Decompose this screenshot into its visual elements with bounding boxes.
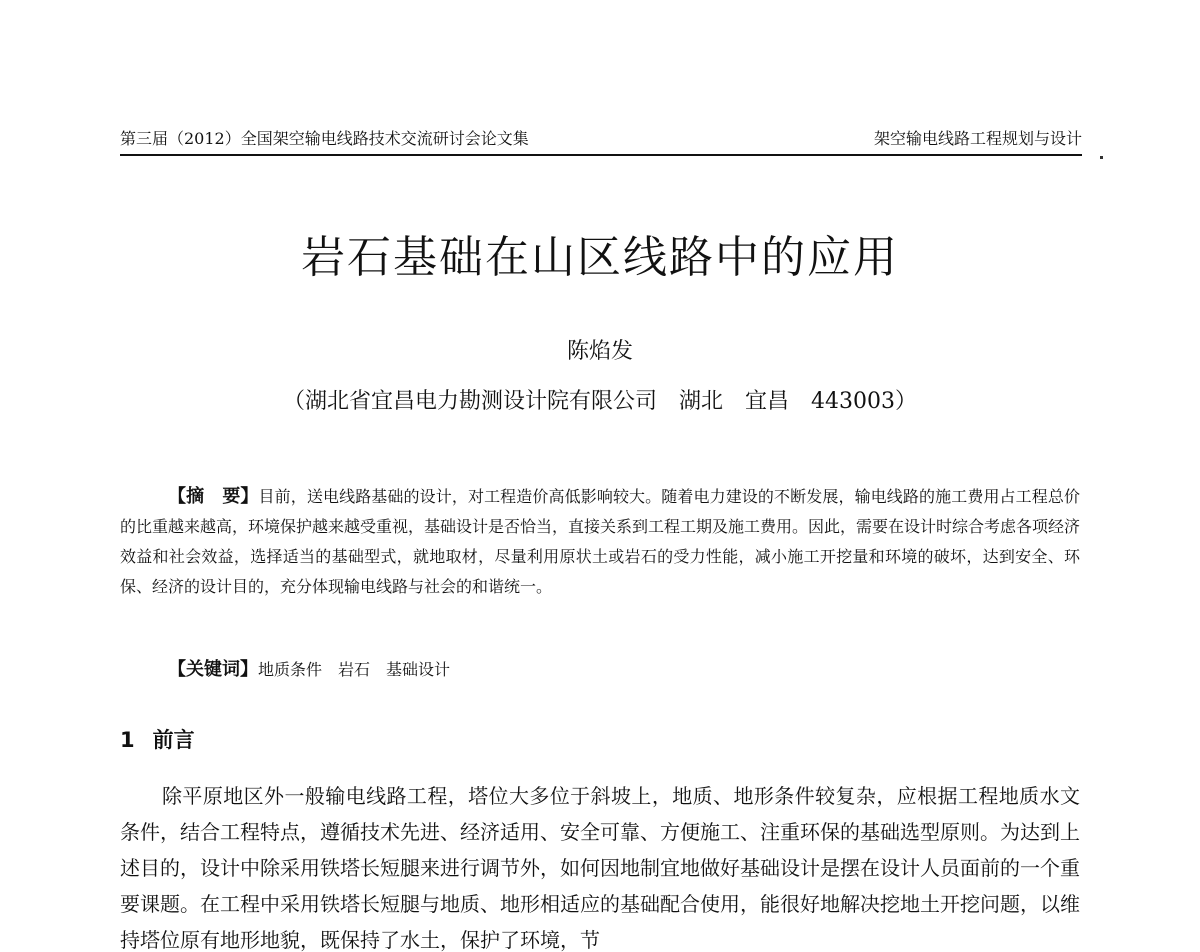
abstract-label: 【摘 要】 bbox=[168, 486, 259, 507]
running-header bbox=[120, 126, 1082, 156]
author-name: 陈焰发 bbox=[566, 339, 633, 364]
keywords-label: 【关键词】 bbox=[168, 659, 258, 680]
body-paragraph: 除平原地区外一般输电线路工程，塔位大多位于斜坡上，地质、地形条件较复杂，应根据工程地质水文条件，结合工程特点，遵循技术先进、经济适用、安全可靠、方便施工、注重环保的基础选型原则。为达到上述目的，设计中除采用铁塔长短腿来进行调节外，如何因地制宜地做好基础设计是摆在设计人员面前的一个重要课题。在工程中采用铁塔长短腿与地质、地形相适应的基础配合使用，能很好地解决挖地土开挖问题，以维持塔位原有地形地貌，既保持了水土，保护了环境，节 bbox=[120, 784, 1080, 952]
author-affiliation: （湖北省宜昌电力勘测设计院有限公司 湖北 宜昌 443003） bbox=[283, 389, 917, 414]
abstract-text: 目前，送电线路基础的设计，对工程造价高低影响较大。随着电力建设的不断发展，输电线路的施工费用占工程总价的比重越来越高，环境保护越来越受重视，基础设计是否恰当，直接关系到工程工期及施工费用。因此，需要在设计时综合考虑各项经济效益和社会效益，选择适当的基础型式，就地取材，尽量利用原状土或岩石的受力性能，减小施工开挖量和环境的破坏，达到安全、环保、经济的设计目的，充分体现输电线路与社会的和谐统一。 bbox=[120, 487, 1081, 596]
section-heading bbox=[120, 724, 195, 756]
section-number: 1 bbox=[120, 728, 135, 752]
keywords bbox=[120, 655, 1080, 685]
scan-speck bbox=[1100, 156, 1103, 159]
abstract bbox=[120, 482, 1080, 602]
header-proceedings-title: 第三届（2012）全国架空输电线路技术交流研讨会论文集 bbox=[120, 129, 529, 148]
header-section-title: 架空输电线路工程规划与设计 bbox=[873, 129, 1082, 148]
paper-title: 岩石基础在山区线路中的应用 bbox=[301, 232, 899, 283]
section-title: 前言 bbox=[152, 728, 195, 752]
keywords-text: 地质条件 岩石 基础设计 bbox=[258, 660, 451, 679]
